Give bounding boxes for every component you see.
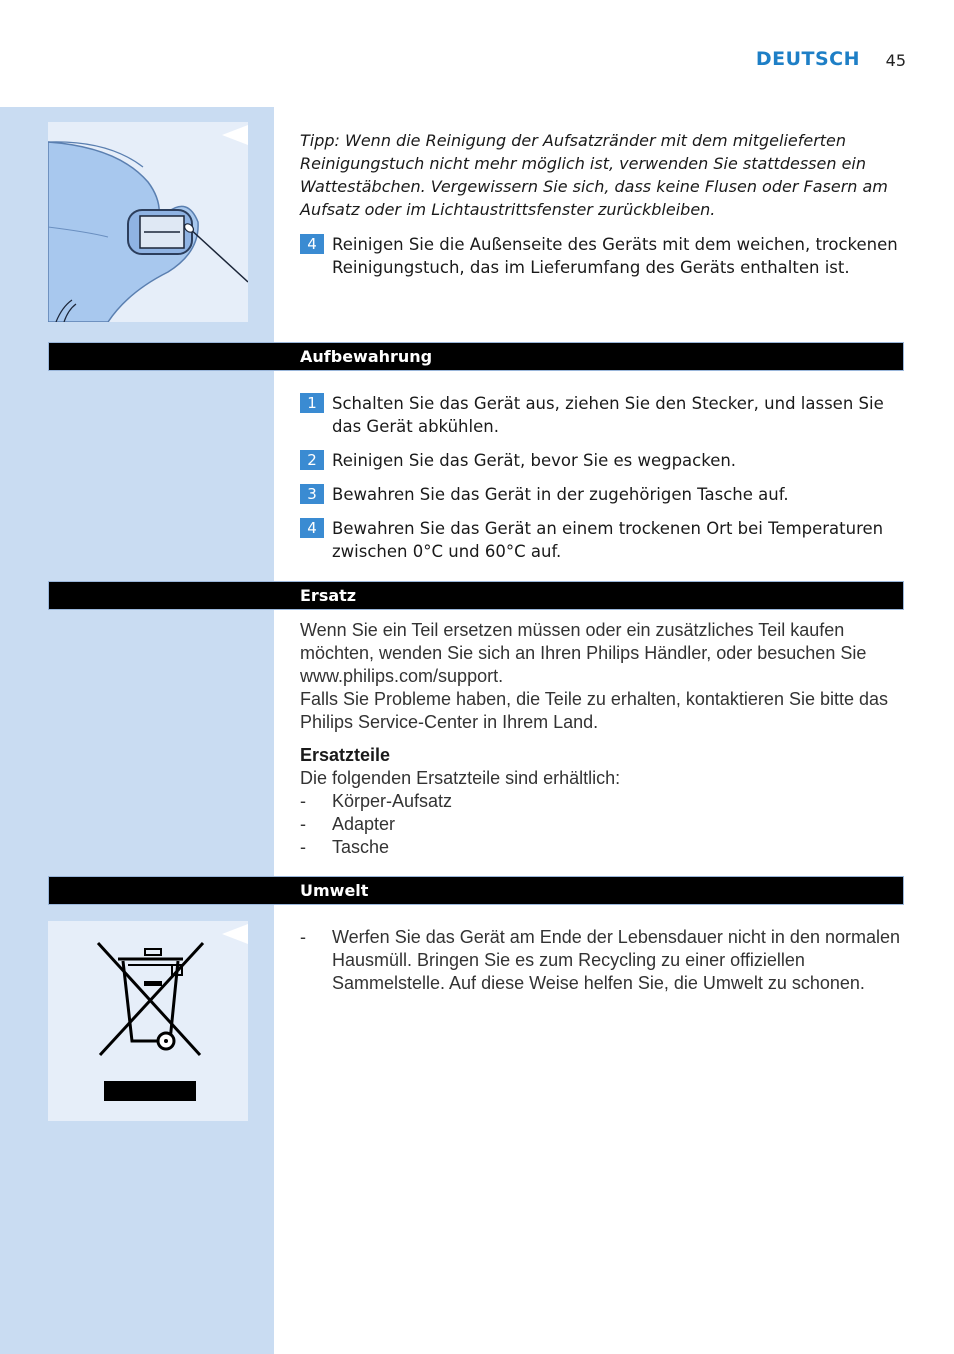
list-item: - Tasche [300, 837, 390, 857]
step-text: Bewahren Sie das Gerät in der zugehörigen Tasche auf. [332, 485, 789, 504]
cleaning-step [300, 233, 904, 279]
list-item: - Werfen Sie das Gerät am Ende der Lebensdauer nicht in den normalen Hausmüll. Bringen Sie es zum Recycling zu einer offiziellen Sammelstelle. Auf diese Weise helfen Sie, die Umwelt zu schonen. [300, 927, 901, 993]
step-number-badge: 4 [300, 234, 324, 254]
environment-body [300, 926, 904, 995]
crossed-out-bin-icon [48, 921, 248, 1121]
section-heading-environment: Umwelt [300, 881, 369, 900]
recycling-illustration [48, 921, 248, 1121]
language-label: DEUTSCH [755, 48, 860, 70]
replacement-paragraph: Falls Sie Probleme haben, die Teile zu erhalten, kontaktieren Sie bitte das Philips Service-Center in Ihrem Land. [300, 689, 889, 732]
parts-title: Ersatzteile [300, 745, 391, 765]
section-bar-replacement [48, 581, 904, 610]
cleaning-illustration [48, 122, 248, 322]
tip-text: Tipp: Wenn die Reinigung der Aufsatzränder mit dem mitgelieferten Reinigungstuch nicht mehr möglich ist, verwenden Sie stattdessen ein Wattestäbchen. Vergewissern Sie sich, dass keine Flusen oder Fasern am Aufsatz oder im Lichtaustrittsfenster zurückbleiben. [300, 131, 888, 219]
storage-step [300, 449, 904, 472]
step-text: Reinigen Sie das Gerät, bevor Sie es wegpacken. [332, 451, 737, 470]
storage-step [300, 517, 904, 563]
device-cotton-swab-icon [48, 122, 248, 322]
replacement-paragraph: Wenn Sie ein Teil ersetzen müssen oder ein zusätzliches Teil kaufen möchten, wenden Sie sich an Ihren Philips Händler, oder besuchen Sie www.philips.com/support. [300, 620, 867, 686]
step-text: Bewahren Sie das Gerät an einem trockenen Ort bei Temperaturen zwischen 0°C und 60°C auf. [332, 519, 884, 561]
storage-step [300, 483, 904, 506]
list-item: - Körper-Aufsatz [300, 791, 453, 811]
step-text: Reinigen Sie die Außenseite des Geräts mit dem weichen, trockenen Reinigungstuch, das im Lieferumfang des Geräts enthalten ist. [332, 235, 898, 277]
step-number-badge: 3 [300, 484, 324, 504]
storage-step [300, 392, 904, 438]
page-number: 45 [885, 51, 906, 70]
section-bar-environment [48, 876, 904, 905]
step-number-badge: 1 [300, 393, 324, 413]
section-heading-replacement: Ersatz [300, 586, 357, 605]
section-heading-storage: Aufbewahrung [300, 347, 433, 366]
section-bar-storage [48, 342, 904, 371]
step-text: Schalten Sie das Gerät aus, ziehen Sie den Stecker, und lassen Sie das Gerät abkühlen. [332, 394, 884, 436]
list-item: - Adapter [300, 814, 396, 834]
step-number-badge: 2 [300, 450, 324, 470]
step-number-badge: 4 [300, 518, 324, 538]
parts-intro: Die folgenden Ersatzteile sind erhältlich: [300, 768, 621, 788]
replacement-body [300, 619, 904, 859]
